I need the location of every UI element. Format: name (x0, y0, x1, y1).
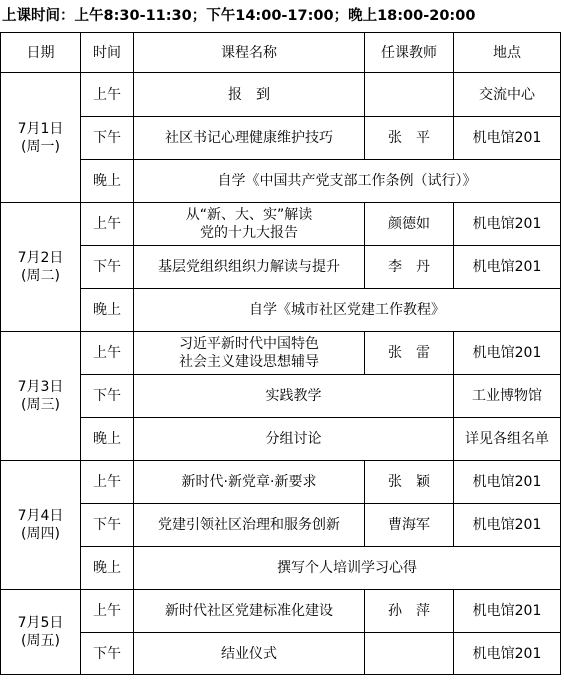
table-header-row (1, 33, 561, 73)
time-cell: 晚上 (81, 418, 134, 461)
weekday-label: (周三) (21, 397, 60, 413)
course-cell: 新时代·新党章·新要求 (134, 461, 365, 504)
column-header-location: 地点 (454, 33, 561, 73)
column-header-course: 课程名称 (134, 33, 365, 73)
table-row (1, 332, 561, 375)
day-cell (1, 590, 81, 675)
course-cell-merged: 撰写个人培训学习心得 (134, 547, 561, 590)
course-cell-merged: 分组讨论 (134, 418, 454, 461)
location-cell: 机电馆201 (454, 633, 561, 675)
header-label: 上课时间： (2, 8, 75, 24)
teacher-cell: 颜德如 (365, 203, 454, 246)
location-cell: 机电馆201 (454, 332, 561, 375)
course-cell-merged: 实践教学 (134, 375, 454, 418)
course-line-1: 从“新、大、实”解读 (185, 207, 313, 223)
time-cell: 晚上 (81, 289, 134, 332)
time-cell: 晚上 (81, 160, 134, 203)
course-line-2: 党的十九大报告 (200, 225, 298, 241)
date-label: 7月5日 (17, 615, 64, 631)
location-cell: 机电馆201 (454, 117, 561, 160)
date-label: 7月3日 (17, 379, 64, 395)
day-cell (1, 73, 81, 203)
weekday-label: (周二) (21, 268, 60, 284)
time-cell: 晚上 (81, 547, 134, 590)
table-row (1, 547, 561, 590)
header-afternoon: 下午14:00-17:00； (206, 8, 349, 24)
teacher-cell (365, 633, 454, 675)
course-cell: 基层党组织组织力解读与提升 (134, 246, 365, 289)
table-row (1, 289, 561, 332)
location-cell: 机电馆201 (454, 203, 561, 246)
teacher-cell (365, 73, 454, 117)
weekday-label: (周五) (21, 633, 60, 649)
day-cell (1, 203, 81, 332)
table-row (1, 590, 561, 633)
time-cell: 下午 (81, 246, 134, 289)
table-row (1, 203, 561, 246)
table-row (1, 246, 561, 289)
column-header-date: 日期 (1, 33, 81, 73)
course-cell: 党建引领社区治理和服务创新 (134, 504, 365, 547)
course-cell: 报 到 (134, 73, 365, 117)
location-cell: 机电馆201 (454, 461, 561, 504)
course-cell: 社区书记心理健康维护技巧 (134, 117, 365, 160)
weekday-label: (周四) (21, 526, 60, 542)
teacher-cell: 曹海军 (365, 504, 454, 547)
time-cell: 下午 (81, 633, 134, 675)
table-row (1, 633, 561, 675)
course-cell (134, 332, 365, 375)
course-cell: 新时代社区党建标准化建设 (134, 590, 365, 633)
teacher-cell: 李 丹 (365, 246, 454, 289)
location-cell: 详见各组名单 (454, 418, 561, 461)
date-label: 7月1日 (17, 120, 64, 137)
table-row (1, 160, 561, 203)
location-cell: 机电馆201 (454, 590, 561, 633)
schedule-table (0, 32, 561, 675)
header-evening: 晚上18:00-20:00 (348, 8, 476, 24)
schedule-time-header (2, 2, 475, 30)
time-cell: 上午 (81, 203, 134, 246)
location-cell: 机电馆201 (454, 246, 561, 289)
table-row (1, 117, 561, 160)
header-morning: 上午8:30-11:30； (74, 8, 207, 24)
teacher-cell: 张 颖 (365, 461, 454, 504)
course-cell-merged: 自学《城市社区党建工作教程》 (134, 289, 561, 332)
teacher-cell: 张 雷 (365, 332, 454, 375)
location-cell: 工业博物馆 (454, 375, 561, 418)
table-row (1, 73, 561, 117)
time-cell: 下午 (81, 504, 134, 547)
column-header-teacher: 任课教师 (365, 33, 454, 73)
date-label: 7月4日 (17, 508, 64, 524)
time-cell: 上午 (81, 73, 134, 117)
teacher-cell: 张 平 (365, 117, 454, 160)
course-line-2: 社会主义建设思想辅导 (179, 354, 319, 370)
table-row (1, 461, 561, 504)
time-cell: 下午 (81, 375, 134, 418)
location-cell: 机电馆201 (454, 504, 561, 547)
teacher-cell: 孙 萍 (365, 590, 454, 633)
day-cell (1, 332, 81, 461)
table-row (1, 418, 561, 461)
course-cell-merged: 自学《中国共产党支部工作条例（试行）》 (134, 160, 561, 203)
course-cell (134, 203, 365, 246)
course-line-1: 习近平新时代中国特色 (179, 336, 319, 352)
day-cell (1, 461, 81, 590)
date-label: 7月2日 (17, 250, 64, 266)
weekday-label: (周一) (21, 138, 60, 155)
table-row (1, 504, 561, 547)
time-cell: 上午 (81, 590, 134, 633)
time-cell: 上午 (81, 461, 134, 504)
course-cell: 结业仪式 (134, 633, 365, 675)
table-row (1, 375, 561, 418)
time-cell: 上午 (81, 332, 134, 375)
column-header-time: 时间 (81, 33, 134, 73)
time-cell: 下午 (81, 117, 134, 160)
location-cell: 交流中心 (454, 73, 561, 117)
